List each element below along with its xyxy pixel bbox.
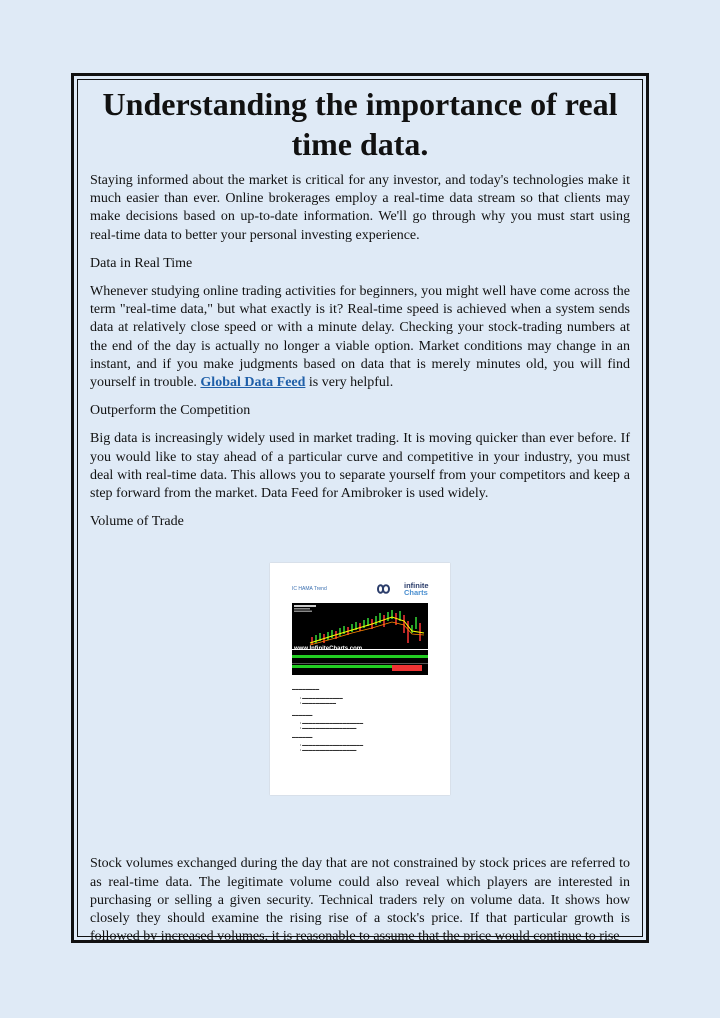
tiny-text-line: • ▬▬▬▬▬▬▬▬▬▬▬▬▬▬▬▬▬▬ [300, 743, 364, 748]
document-title: Understanding the importance of real time data. [102, 86, 618, 162]
tiny-text-heading: ▬▬▬▬▬▬ [292, 713, 313, 718]
real-time-text: Whenever studying online trading activities for beginners, you might well have come across the term "real-time data," but what exactly is it? Real-time speed is achieved when a system sends data at relatively close speed or with a minute delay. Checking your stock-trading numbers at the end of the day is actually no longer a viable option. Market conditions may change in an instant, and if you make judgments based on data that is merely minutes old, you will find yourself in trouble. [90, 284, 630, 391]
tiny-text-heading: ▬▬▬▬▬▬ [292, 735, 313, 740]
logo-line-1: infinite [404, 581, 429, 591]
embedded-doc-title: IC HAMA Trend [292, 586, 327, 593]
page-border [71, 73, 649, 943]
real-time-paragraph [90, 283, 630, 392]
embedded-image-container [90, 563, 630, 853]
logo-line-2: Charts [404, 588, 428, 598]
competition-paragraph: Big data is increasingly widely used in market trading. It is moving quicker than ever before. If you would like to stay ahead of a particular curve and competitive in your industry, you must deal with real-time data. This allows you to separate yourself from your competitors and keep a step forward from the market. Data Feed for Amibroker is used widely. [90, 431, 630, 502]
chart-watermark: www.InfiniteCharts.com [294, 646, 363, 653]
tiny-text-line: • ▬▬▬▬▬▬▬▬▬▬▬▬ [300, 696, 343, 701]
tiny-text-heading: ▬▬▬▬▬▬▬▬ [292, 687, 320, 692]
tiny-text-line: • ▬▬▬▬▬▬▬▬▬▬ [300, 701, 337, 706]
embedded-chart-document-image [270, 563, 450, 795]
document-body [90, 84, 630, 956]
section-heading-competition: Outperform the Competition [90, 403, 251, 419]
section-heading-real-time: Data in Real Time [90, 255, 193, 271]
section-heading-volume: Volume of Trade [90, 514, 184, 530]
volume-paragraph: Stock volumes exchanged during the day that are not constrained by stock prices are referred to as real-time data. The legitimate volume could also reveal which players are interested in purchasing or selling a given security. Technical traders rely on volume data. It shows how closely they should examine the rising rise of a stock's price. If that particular growth is followed by increased volumes, it is reasonable to assume that the price would continue to rise [90, 856, 630, 945]
infinity-logo-icon [377, 583, 403, 595]
intro-paragraph: Staying informed about the market is critical for any investor, and today's technologies make it much easier than ever. Online brokerages employ a real-time data stream so that clients may make decisions based on up-to-date information. We'll go through why you must start using real-time data to better your personal investing experience. [90, 173, 630, 243]
tiny-text-line: • ▬▬▬▬▬▬▬▬▬▬▬▬▬▬▬▬ [300, 748, 357, 753]
embedded-trading-chart [292, 603, 428, 675]
tiny-text-line: • ▬▬▬▬▬▬▬▬▬▬▬▬▬▬▬▬ [300, 726, 357, 731]
chart-graphic [292, 603, 428, 675]
tiny-text-line: • ▬▬▬▬▬▬▬▬▬▬▬▬▬▬▬▬▬▬ [300, 721, 364, 726]
real-time-text-end: is very helpful. [305, 375, 394, 391]
embedded-logo-text [404, 582, 429, 596]
global-data-feed-link[interactable]: Global Data Feed [200, 375, 306, 391]
